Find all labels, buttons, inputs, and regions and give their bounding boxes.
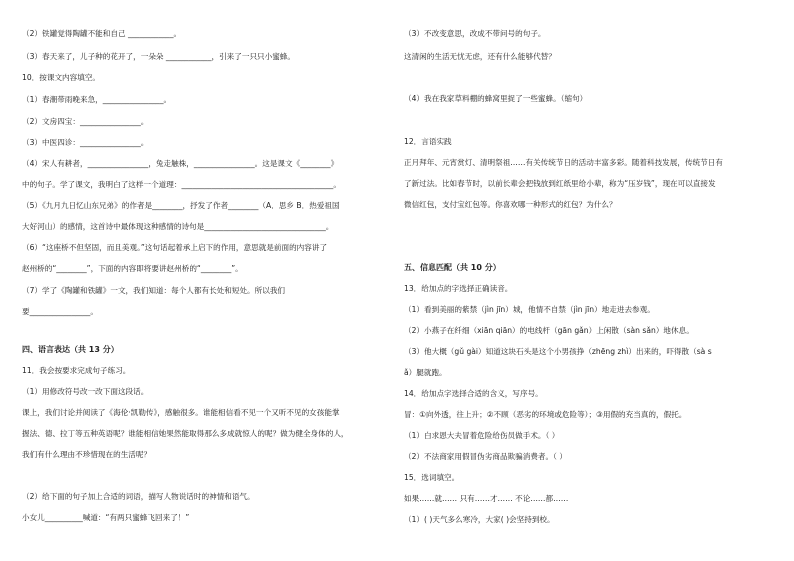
q10-1: （1）春潮带雨晚来急，________________。 — [22, 95, 172, 104]
q15-options: 如果……就…… 只有……才…… 不论……都…… — [404, 494, 569, 503]
q11-2: （2）给下面的句子加上合适的词语，描写人物说话时的神情和语气。 — [22, 492, 255, 501]
q12-line3: 微信红包，支付宝红包等。你喜欢哪一种形式的红包？为什么？ — [404, 200, 617, 209]
q13-2: （2）小燕子在纤细（xiān qiān）的电线杆（gān gǎn）上闲散（sàn sǎn）地休息。 — [404, 326, 694, 335]
q10-7-line1: （7）学了《陶罐和铁罐》一文，我们知道：每个人都有长处和短处。所以我们 — [22, 286, 286, 295]
q11-passage-line1: 课上，我们讨论并阅读了《海伦·凯勒传》，感触很多。谁能相信看不见一个又听不见的女孩能掌 — [22, 408, 340, 417]
q15-title: 15．选词填空。 — [404, 473, 460, 482]
section-5-heading: 五、信息匹配（共 10 分） — [404, 263, 501, 272]
q11-2-sentence: 小女儿__________喊道：“有两只蜜蜂飞回来了！” — [22, 513, 190, 522]
q11-title: 11．我会按要求完成句子练习。 — [22, 366, 131, 375]
q11-passage-line2: 握法、德、拉丁等五种英语呢？谁能相信她果然能取得那么多成就惊人的呢？做为健全身体的人， — [22, 429, 349, 438]
q9-2: （2）铁罐觉得陶罐不能和自己 ____________。 — [22, 29, 182, 38]
q13-1: （1）看到美丽的紫禁（jìn jīn）城，他情不自禁（jìn jīn）地走进去参观。 — [404, 305, 655, 314]
q10-4-line1: （4）宋人有耕者，________________，兔走触株，________________。这是课文《________》 — [22, 159, 339, 168]
q12-title: 12．言语实践 — [404, 137, 452, 146]
q12-line2: 了新过法。比如春节时，以前长辈会把钱放到红纸里给小辈，称为“压岁钱”，现在可以直接发 — [404, 179, 716, 188]
q14-title: 14．给加点字选择合适的含义，写序号。 — [404, 389, 543, 398]
q13-3-line1: （3）他大概（gǔ gài）知道这块石头是这个小男孩挣（zhēng zhì）出来的，吓得散（sà s — [404, 347, 712, 356]
q14-definitions: 冒：①向外透，往上升；②不顾（恶劣的环境或危险等）；③用假的充当真的，假托。 — [404, 410, 687, 419]
q10-5-line2: 大好河山）的感情，这首诗中最体现这种感情的诗句是________________________________。 — [22, 222, 334, 231]
q15-1: （1）( )天气多么寒冷，大家( )会坚持到校。 — [404, 515, 555, 524]
q11-passage-line3: 我们有什么理由不珍惜现在的生活呢？ — [22, 450, 152, 459]
q12-line1: 正月拜年、元宵赏灯、清明祭祖……有关传统节日的活动丰富多彩。随着科技发展，传统节日有 — [404, 158, 723, 167]
q11-4: （4）我在我家草料棚的蜂窝里捉了一些蜜蜂。（缩句） — [404, 94, 588, 103]
q11-3-sentence: 这清闲的生活无忧无虑，还有什么能够代替？ — [404, 52, 556, 61]
q10-7-line2: 要________________。 — [22, 307, 98, 316]
q11-1: （1）用修改符号改一改下面这段话。 — [22, 387, 149, 396]
q11-3: （3）不改变意思，改成不带问号的句子。 — [404, 29, 546, 38]
q10-6-line1: （6）“这座桥不但坚固，而且美观。”这句话起着承上启下的作用，意思就是前面的内容讲了 — [22, 243, 328, 252]
q13-title: 13．给加点的字选择正确读音。 — [404, 284, 513, 293]
q10-2: （2）文房四宝：________________。 — [22, 117, 149, 126]
q13-3-line2: ǎ）腿就跑。 — [404, 368, 447, 377]
q10-5-line1: （5）《九月九日忆山东兄弟》的作者是________，抒发了作者________（A．思乡 B．热爱祖国 — [22, 201, 340, 210]
q14-2: （2）不法商家用假冒伪劣商品欺骗消费者。（ ） — [404, 452, 567, 461]
section-4-heading: 四、语言表达（共 13 分） — [22, 345, 119, 354]
q14-1: （1）白求恩大夫冒着危险给伤员做手术。（ ） — [404, 431, 560, 440]
q10-3: （3）中医四诊：________________。 — [22, 138, 149, 147]
q10-4-line2: 中的句子。学了课文，我明白了这样一个道理：________________________________________。 — [22, 180, 341, 189]
q9-3: （3）春天来了，儿子种的花开了，一朵朵 ____________，引来了一只只小蜜蜂。 — [22, 52, 296, 61]
q10-6-line2: 赵州桥的“________”，下面的内容即将要讲赵州桥的“________”。 — [22, 264, 243, 273]
q10-title: 10．按课文内容填空。 — [22, 73, 101, 82]
